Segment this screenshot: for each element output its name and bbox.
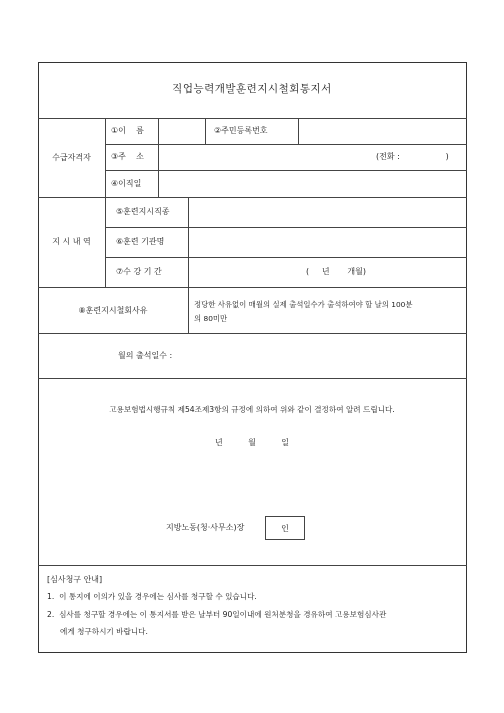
- divider: [38, 197, 467, 198]
- appeal-heading: [심사청구 안내]: [47, 575, 103, 584]
- resident-no-label: ②주민등록번호: [214, 126, 268, 135]
- issuer-label: 지방노동(청·사무소)장: [166, 523, 245, 532]
- divider: [38, 118, 467, 119]
- divider: [105, 118, 106, 287]
- attendance-label: 월의 출석일수 :: [118, 351, 173, 360]
- divider: [188, 287, 189, 333]
- form-title: 직업능력개발훈련지시철회통지서: [172, 83, 332, 95]
- withdrawal-reason-line1: 정당한 사유없이 매월의 실제 출석일수가 출석하여야 할 날의 100분: [194, 300, 413, 309]
- withdrawal-reason-line2: 의 80미만: [194, 314, 228, 323]
- seal-box: [265, 516, 305, 540]
- name-label: ①이 름: [111, 126, 144, 135]
- notice-statement: 고용보험법시행규칙 제54조제3항의 규정에 의하여 위와 같이 결정하여 알려 드립니다.: [109, 405, 395, 414]
- divider: [205, 118, 206, 144]
- appeal-item-2-line2: 에게 청구하시기 바랍니다.: [60, 627, 148, 636]
- divider: [38, 287, 467, 288]
- phone-label: (전화 : ): [376, 152, 449, 161]
- divider: [105, 227, 467, 228]
- leave-date-label: ④이직일: [111, 179, 142, 188]
- appeal-item-2-line1: 2. 심사를 청구할 경우에는 이 통지서를 받은 날부터 90일이내에 원처분청을 경유하여 고용보험심사관: [47, 610, 387, 619]
- training-type-label: ⑤훈련지시직종: [116, 207, 170, 216]
- divider: [38, 333, 467, 334]
- divider: [105, 144, 467, 145]
- address-label: ③주 소: [111, 152, 144, 161]
- recipient-section-label: 수급자격자: [52, 153, 91, 162]
- period-value: ( 년 개월): [306, 267, 366, 276]
- divider: [38, 378, 467, 379]
- appeal-item-1: 1. 이 통지에 이의가 있을 경우에는 심사를 청구할 수 있습니다.: [47, 592, 257, 601]
- instruction-section-label: 지 시 내 역: [52, 237, 91, 246]
- divider: [105, 257, 467, 258]
- notice-date: 년 월 일: [214, 438, 290, 447]
- divider: [105, 170, 467, 171]
- divider: [38, 565, 467, 566]
- institution-label: ⑥훈련 기관명: [116, 237, 165, 246]
- period-label: ⑦수 강 기 간: [116, 267, 162, 276]
- divider: [188, 197, 189, 287]
- divider: [298, 118, 299, 144]
- withdrawal-reason-label: ⑧훈련지시철회사유: [78, 306, 148, 315]
- divider: [158, 118, 159, 197]
- seal-label: 인: [281, 523, 289, 533]
